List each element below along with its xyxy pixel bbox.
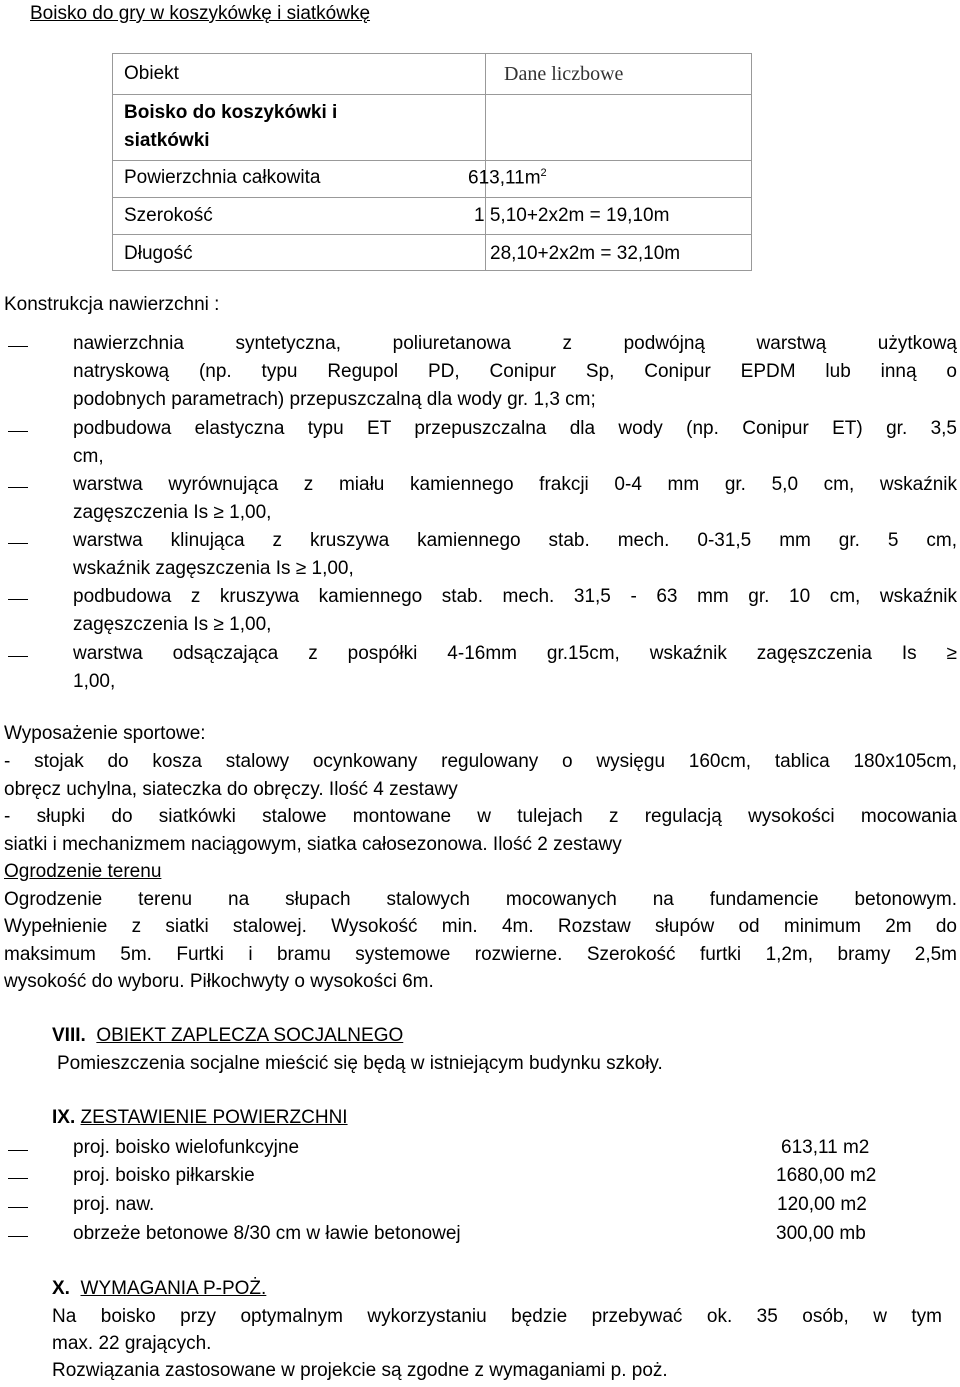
equipment-line: - słupki do siatkówki stalowe montowane w tulejach z regulacją wysokości mocowania bbox=[4, 806, 957, 827]
construction-line: zagęszczenia Is ≥ 1,00, bbox=[73, 502, 272, 523]
area-item-value: 120,00 m2 bbox=[777, 1194, 867, 1215]
construction-line: 1,00, bbox=[73, 671, 116, 692]
equipment-line: obręcz uchylna, siateczka do obręczy. Ilość 4 zestawy bbox=[4, 779, 458, 800]
section-9-heading bbox=[52, 1107, 348, 1129]
construction-line: natryskową (np. typu Regupol PD, Conipur Sp, Conipur EPDM lub inną o bbox=[73, 361, 957, 382]
document-title: Boisko do gry w koszykówkę i siatkówkę bbox=[30, 3, 371, 24]
row-value-width: 1 5,10+2x2m = 19,10m bbox=[474, 205, 670, 226]
row-label-total-area: Powierzchnia całkowita bbox=[124, 167, 321, 188]
section-number: IX. bbox=[52, 1107, 76, 1128]
object-data-table bbox=[112, 53, 752, 271]
construction-line: nawierzchnia syntetyczna, poliuretanowa z podwójną warstwą użytkową bbox=[73, 333, 957, 354]
construction-line: warstwa wyrównująca z miału kamiennego frakcji 0-4 mm gr. 5,0 cm, wskaźnik bbox=[73, 474, 957, 495]
area-item-value: 1680,00 m2 bbox=[776, 1165, 877, 1186]
table-row-divider bbox=[113, 234, 751, 235]
list-dash bbox=[8, 656, 28, 657]
fence-line: Wypełnienie z siatki stalowej. Wysokość min. 4m. Rozstaw słupów od minimum 2m do bbox=[4, 916, 957, 937]
fence-heading: Ogrodzenie terenu bbox=[4, 861, 162, 882]
section-8-text: Pomieszczenia socjalne mieścić się będą w istniejącym budynku szkoły. bbox=[57, 1053, 663, 1074]
list-dash bbox=[8, 1150, 28, 1151]
list-dash bbox=[8, 1236, 28, 1237]
section-number: X. bbox=[52, 1278, 70, 1299]
list-dash bbox=[8, 1178, 28, 1179]
total-area-value: 613,11m bbox=[468, 167, 541, 189]
section-title: WYMAGANIA P-POŻ. bbox=[80, 1278, 267, 1299]
list-dash bbox=[8, 346, 28, 347]
equipment-heading: Wyposażenie sportowe: bbox=[4, 723, 206, 744]
area-item-value: 300,00 mb bbox=[776, 1223, 866, 1244]
fence-line: wysokość do wyboru. Piłkochwyty o wysokości 6m. bbox=[4, 971, 434, 992]
construction-line: zagęszczenia Is ≥ 1,00, bbox=[73, 614, 272, 635]
construction-line: podbudowa elastyczna typu ET przepuszczalna dla wody (np. Conipur ET) gr. 3,5 bbox=[73, 418, 957, 439]
section-title: OBIEKT ZAPLECZA SOCJALNEGO bbox=[96, 1025, 404, 1046]
list-dash bbox=[8, 487, 28, 488]
section-10-text: max. 22 grających. bbox=[52, 1333, 212, 1354]
list-dash bbox=[8, 1207, 28, 1208]
construction-line: cm, bbox=[73, 446, 104, 467]
section-number: VIII. bbox=[52, 1025, 86, 1046]
list-dash bbox=[8, 599, 28, 600]
equipment-line: siatki i mechanizmem naciągowym, siatka całosezonowa. Ilość 2 zestawy bbox=[4, 834, 622, 855]
area-item-label: obrzeże betonowe 8/30 cm w ławie betonowej bbox=[73, 1223, 461, 1244]
table-row-divider bbox=[113, 160, 751, 161]
row-value-total-area bbox=[468, 167, 547, 189]
table-row-divider bbox=[113, 197, 751, 198]
construction-line: podobnych parametrach) przepuszczalną dla wody gr. 1,3 cm; bbox=[73, 389, 596, 410]
row-label-length: Długość bbox=[124, 243, 193, 264]
row-label-width: Szerokość bbox=[124, 205, 213, 226]
object-name-line: siatkówki bbox=[124, 130, 210, 151]
area-item-label: proj. naw. bbox=[73, 1194, 155, 1215]
section-8-heading bbox=[52, 1025, 403, 1047]
construction-line: warstwa klinująca z kruszywa kamiennego stab. mech. 0-31,5 mm gr. 5 cm, bbox=[73, 530, 957, 551]
list-dash bbox=[8, 431, 28, 432]
section-title: ZESTAWIENIE POWIERZCHNI bbox=[80, 1107, 348, 1128]
list-dash bbox=[8, 543, 28, 544]
section-10-text: Na boisko przy optymalnym wykorzystaniu będzie przebywać ok. 35 osób, w tym bbox=[52, 1306, 942, 1327]
table-header-numbers: Dane liczbowe bbox=[504, 63, 624, 85]
area-item-value: 613,11 m2 bbox=[781, 1137, 870, 1158]
area-item-label: proj. boisko piłkarskie bbox=[73, 1165, 255, 1186]
fence-line: Ogrodzenie terenu na słupach stalowych mocowanych na fundamencie betonowym. bbox=[4, 889, 957, 910]
section-10-heading bbox=[52, 1278, 266, 1300]
table-column-divider bbox=[485, 54, 486, 270]
row-value-length: 28,10+2x2m = 32,10m bbox=[490, 243, 681, 264]
table-header-object: Obiekt bbox=[124, 63, 179, 84]
equipment-line: - stojak do kosza stalowy ocynkowany regulowany o wysięgu 160cm, tablica 180x105cm, bbox=[4, 751, 957, 772]
construction-line: podbudowa z kruszywa kamiennego stab. mech. 31,5 - 63 mm gr. 10 cm, wskaźnik bbox=[73, 586, 957, 607]
construction-line: wskaźnik zagęszczenia Is ≥ 1,00, bbox=[73, 558, 354, 579]
construction-line: warstwa odsączająca z pospółki 4-16mm gr.15cm, wskaźnik zagęszczenia Is ≥ bbox=[73, 643, 957, 664]
table-row-divider bbox=[113, 94, 751, 95]
area-item-label: proj. boisko wielofunkcyjne bbox=[73, 1137, 300, 1158]
table-object-name bbox=[124, 99, 337, 155]
construction-heading: Konstrukcja nawierzchni : bbox=[4, 294, 220, 315]
section-10-text: Rozwiązania zastosowane w projekcie są zgodne z wymaganiami p. poż. bbox=[52, 1360, 668, 1381]
fence-line: maksimum 5m. Furtki i bramu systemowe rozwierne. Szerokość furtki 1,2m, bramy 2,5m bbox=[4, 944, 957, 965]
total-area-unit-exponent: 2 bbox=[540, 167, 547, 179]
object-name-line: Boisko do koszykówki i bbox=[124, 102, 338, 123]
